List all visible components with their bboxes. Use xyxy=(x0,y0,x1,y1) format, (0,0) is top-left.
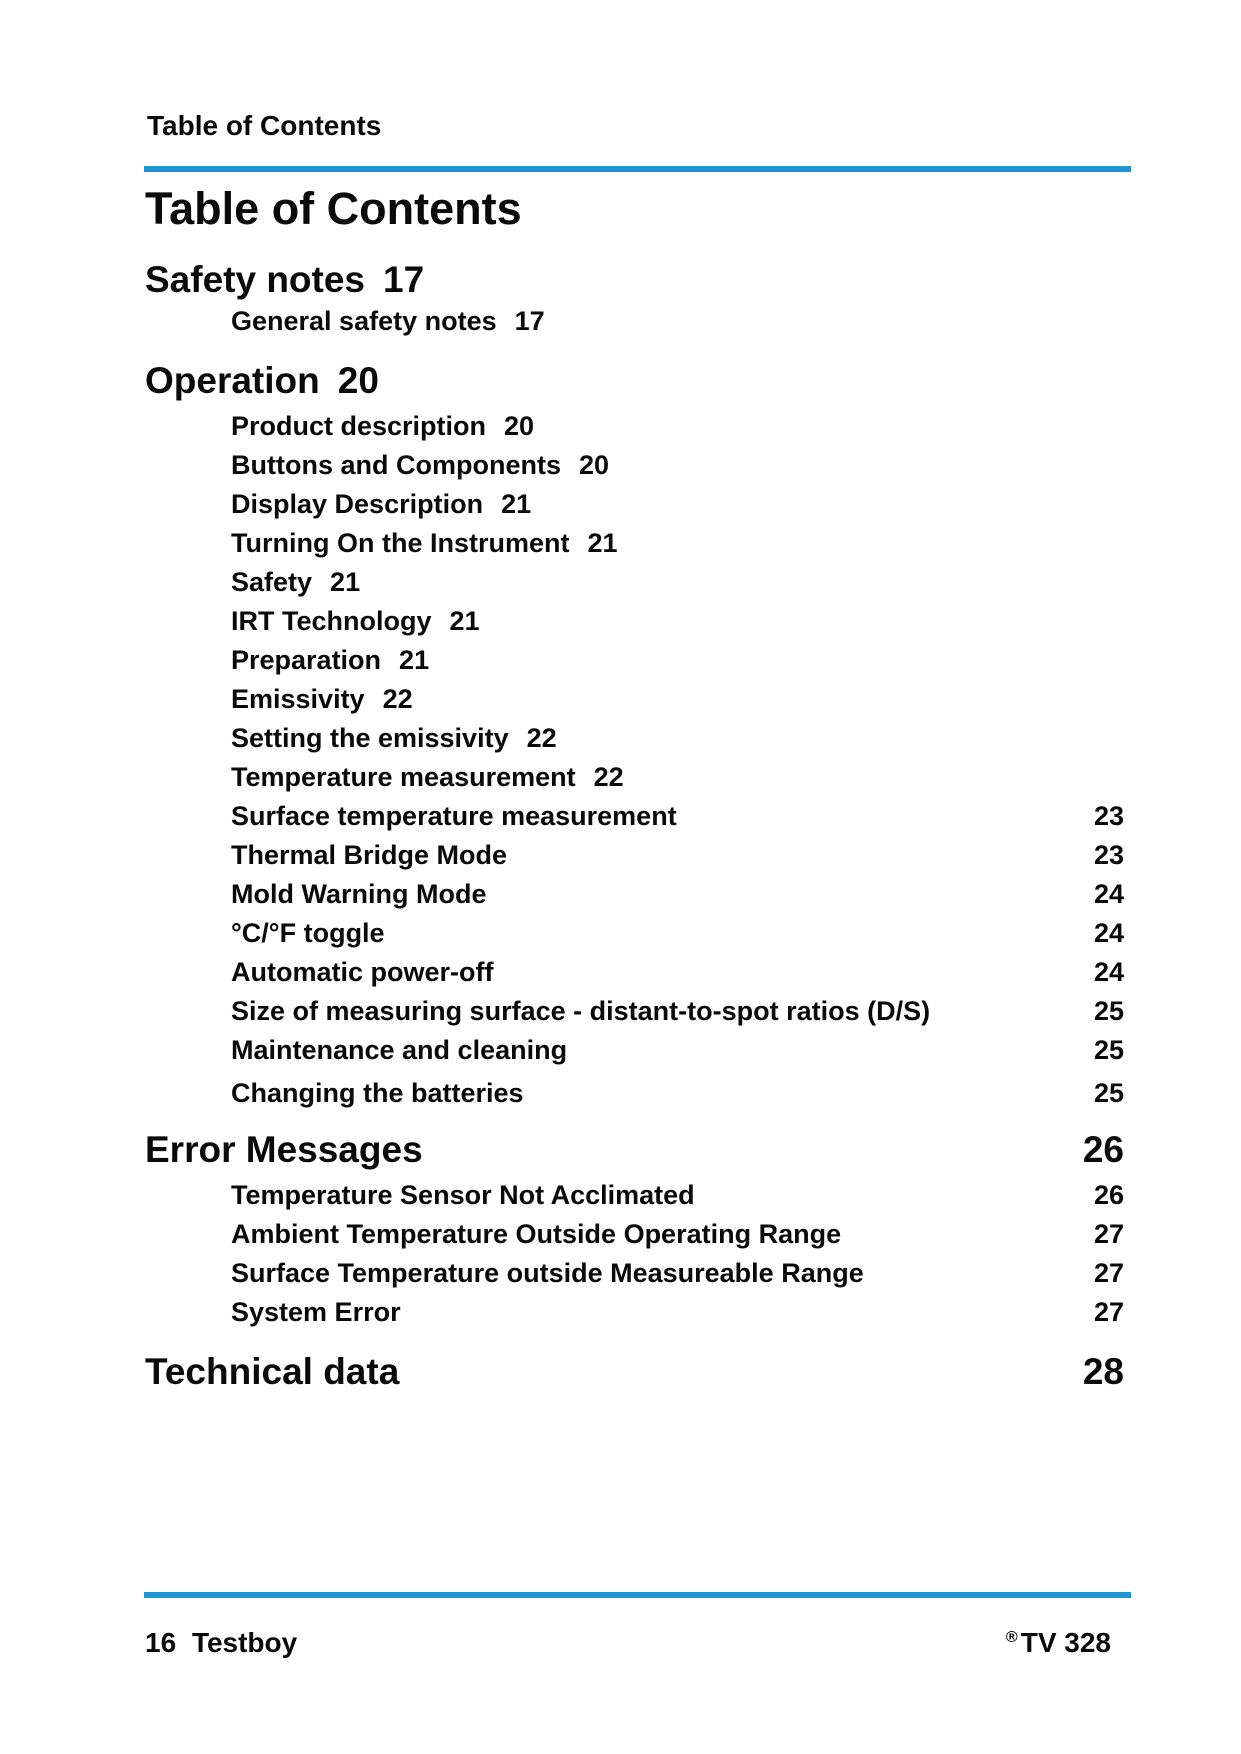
toc-entry[interactable] xyxy=(231,528,618,559)
toc-entry-page: 21 xyxy=(399,645,430,675)
toc-entry[interactable] xyxy=(231,450,609,481)
toc-entry-label: General safety notes xyxy=(231,306,497,336)
toc-entry-label[interactable]: Surface temperature measurement xyxy=(231,801,677,831)
toc-section-page: 20 xyxy=(337,360,379,401)
toc-entry-label[interactable]: Maintenance and cleaning xyxy=(231,1035,568,1065)
toc-entry-page: 24 xyxy=(1093,918,1124,948)
toc-entry-page: 21 xyxy=(330,567,361,597)
toc-section-page: 26 xyxy=(1082,1129,1124,1170)
toc-entry-label: Safety xyxy=(231,567,313,597)
toc-entry[interactable] xyxy=(231,645,429,676)
toc-section-operation[interactable] xyxy=(145,360,379,402)
toc-entry[interactable] xyxy=(231,684,413,715)
toc-entry-page: 26 xyxy=(1093,1180,1124,1210)
toc-entry[interactable] xyxy=(231,762,624,793)
toc-entry-label: Emissivity xyxy=(231,684,365,714)
toc-entry-page: 20 xyxy=(504,411,535,441)
toc-entry-page: 21 xyxy=(501,489,532,519)
toc-entry-label[interactable]: Thermal Bridge Mode xyxy=(231,840,508,870)
toc-entry-page: 24 xyxy=(1093,879,1124,909)
toc-section-safety[interactable] xyxy=(145,259,424,301)
footer-page-number: 16 xyxy=(145,1627,177,1658)
toc-entry-label[interactable]: Changing the batteries xyxy=(231,1078,524,1108)
page-title: Table of Contents xyxy=(145,183,522,234)
toc-entry-label[interactable]: Mold Warning Mode xyxy=(231,879,487,909)
toc-entry-page: 23 xyxy=(1093,840,1124,870)
toc-entry-page: 27 xyxy=(1093,1297,1124,1327)
toc-entry-label: Product description xyxy=(231,411,487,441)
toc-entry-page: 25 xyxy=(1093,1078,1124,1108)
toc-entry-page: 25 xyxy=(1093,996,1124,1026)
toc-section-errors[interactable]: Error Messages xyxy=(145,1129,423,1170)
footer-left xyxy=(145,1627,297,1659)
toc-entry-label[interactable]: Ambient Temperature Outside Operating Range xyxy=(231,1219,842,1249)
toc-entry-page: 25 xyxy=(1093,1035,1124,1065)
toc-section-page: 28 xyxy=(1082,1351,1124,1392)
footer-model: TV 328 xyxy=(1020,1627,1111,1658)
toc-entry-label[interactable]: °C/°F toggle xyxy=(231,918,385,948)
running-header: Table of Contents xyxy=(147,110,382,141)
toc-entry-label: Turning On the Instrument xyxy=(231,528,570,558)
toc-entry-page: 21 xyxy=(449,606,480,636)
toc-section-technical[interactable]: Technical data xyxy=(145,1351,400,1392)
toc-entry[interactable] xyxy=(231,489,531,520)
toc-entry-label[interactable]: Surface Temperature outside Measureable Range xyxy=(231,1258,864,1288)
toc-entry-label[interactable]: Size of measuring surface - distant-to-spot ratios (D/S) xyxy=(231,996,931,1026)
toc-entry[interactable] xyxy=(231,723,557,754)
toc-entry-label: IRT Technology xyxy=(231,606,432,636)
toc-entry[interactable] xyxy=(231,411,534,442)
footer-brand: Testboy xyxy=(191,1627,298,1658)
toc-entry-page: 27 xyxy=(1093,1219,1124,1249)
toc-entry[interactable] xyxy=(231,606,480,637)
footer-right xyxy=(1006,1627,1111,1659)
toc-entry-label[interactable]: System Error xyxy=(231,1297,401,1327)
toc-entry-page: 27 xyxy=(1093,1258,1124,1288)
toc-entry[interactable] xyxy=(231,567,360,598)
toc-entry-label[interactable]: Temperature Sensor Not Acclimated xyxy=(231,1180,695,1210)
toc-entry-page: 22 xyxy=(382,684,413,714)
toc-entry-page: 17 xyxy=(514,306,545,336)
toc-entry-page: 22 xyxy=(593,762,624,792)
toc-entry-label: Display Description xyxy=(231,489,484,519)
toc-section-label: Operation xyxy=(145,360,320,401)
header-rule xyxy=(144,166,1131,172)
toc-entry-page: 24 xyxy=(1093,957,1124,987)
toc-entry-label: Temperature measurement xyxy=(231,762,576,792)
registered-mark: ® xyxy=(1005,1629,1018,1646)
toc-entry-page: 22 xyxy=(526,723,557,753)
toc-entry-label: Setting the emissivity xyxy=(231,723,509,753)
toc-entry-page: 20 xyxy=(578,450,610,480)
toc-section-page: 17 xyxy=(383,259,425,300)
toc-entry-label[interactable]: Automatic power-off xyxy=(231,957,494,987)
toc-entry-page: 23 xyxy=(1093,801,1124,831)
toc-section-label: Safety notes xyxy=(145,259,366,300)
toc-entry-label: Preparation xyxy=(231,645,382,675)
toc-entry[interactable] xyxy=(231,306,545,337)
toc-entry-label: Buttons and Components xyxy=(231,450,561,480)
footer-rule xyxy=(144,1592,1131,1598)
toc-entry-page: 21 xyxy=(587,528,618,558)
